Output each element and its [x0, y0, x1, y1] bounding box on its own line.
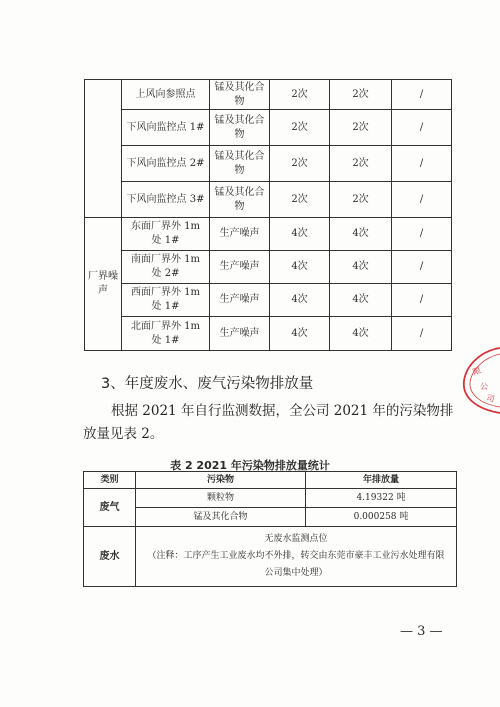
- actual-frequency-cell: 2次: [330, 110, 392, 146]
- table-row: [84, 527, 457, 587]
- section-paragraph: 根据 2021 年自行监测数据，全公司 2021 年的污染物排放量见表 2。: [83, 403, 454, 442]
- monitoring-point-cell: 上风向参照点: [122, 80, 210, 110]
- table-row: [85, 146, 452, 182]
- category-cell: [85, 80, 122, 218]
- table-header-row: [84, 472, 457, 489]
- actual-frequency-cell: 4次: [330, 251, 392, 284]
- svg-text:限: 限: [471, 365, 483, 377]
- svg-text:公: 公: [480, 382, 488, 391]
- note-cell: /: [392, 284, 452, 317]
- note-cell: /: [392, 182, 452, 218]
- column-header-pollutant: 污染物: [136, 472, 306, 489]
- pollutant-cell: 锰及其化合物: [210, 146, 270, 182]
- monitoring-point-cell: 下风向监控点 2#: [122, 146, 210, 182]
- note-cell: /: [392, 146, 452, 182]
- planned-frequency-cell: 4次: [270, 251, 330, 284]
- actual-frequency-cell: 2次: [330, 80, 392, 110]
- planned-frequency-cell: 4次: [270, 218, 330, 251]
- table-row: [85, 317, 452, 351]
- wastewater-note-line2: （注释：工序产生工业废水均不外排，转交由东莞市豪丰工业污水处理有限公司集中处理）: [147, 551, 445, 578]
- category-cell: 厂界噪声: [85, 218, 122, 351]
- monitoring-point-cell: 西面厂界外 1m 处 1#: [122, 284, 210, 317]
- monitoring-point-cell: 下风向监控点 1#: [122, 110, 210, 146]
- column-header-annual-emission: 年排放量: [306, 472, 457, 489]
- note-cell: /: [392, 80, 452, 110]
- planned-frequency-cell: 2次: [270, 182, 330, 218]
- pollutant-cell: 锰及其化合物: [210, 182, 270, 218]
- emission-amount-cell: 4.19322 吨: [306, 489, 457, 508]
- actual-frequency-cell: 4次: [330, 317, 392, 351]
- actual-frequency-cell: 2次: [330, 182, 392, 218]
- column-header-category: 类别: [84, 472, 136, 489]
- planned-frequency-cell: 2次: [270, 146, 330, 182]
- pollutant-cell: 颗粒物: [136, 489, 306, 508]
- pollutant-cell: 锰及其化合物: [210, 80, 270, 110]
- note-cell: /: [392, 317, 452, 351]
- table-row: [85, 284, 452, 317]
- actual-frequency-cell: 2次: [330, 146, 392, 182]
- page-number: — 3 —: [400, 624, 443, 639]
- note-cell: /: [392, 251, 452, 284]
- monitoring-point-cell: 下风向监控点 3#: [122, 182, 210, 218]
- pollutant-cell: 锰及其化合物: [210, 110, 270, 146]
- emission-statistics-table: [83, 471, 457, 587]
- pollutant-cell: 锰及其化合物: [136, 508, 306, 527]
- table-row: [85, 218, 452, 251]
- emission-amount-cell: 0.000258 吨: [306, 508, 457, 527]
- table-caption: 表 2 2021 年污染物排放量统计: [170, 459, 330, 472]
- table-row: [85, 110, 452, 146]
- wastewater-note-cell: [136, 527, 457, 587]
- monitoring-point-cell: 北面厂界外 1m 处 1#: [122, 317, 210, 351]
- svg-text:司: 司: [485, 393, 496, 405]
- section-heading: 3、年度废水、废气污染物排放量: [101, 376, 314, 392]
- monitoring-point-cell: 东面厂界外 1m 处 1#: [122, 218, 210, 251]
- category-cell: 废水: [84, 527, 136, 587]
- wastewater-note-line1: 无废水监测点位: [264, 534, 328, 544]
- actual-frequency-cell: 4次: [330, 284, 392, 317]
- note-cell: /: [392, 218, 452, 251]
- actual-frequency-cell: 4次: [330, 218, 392, 251]
- planned-frequency-cell: 2次: [270, 110, 330, 146]
- pollutant-cell: 生产噪声: [210, 284, 270, 317]
- pollutant-cell: 生产噪声: [210, 218, 270, 251]
- pollutant-cell: 生产噪声: [210, 317, 270, 351]
- pollutant-cell: 生产噪声: [210, 251, 270, 284]
- table-row: [85, 182, 452, 218]
- table-row: [84, 489, 457, 508]
- planned-frequency-cell: 2次: [270, 80, 330, 110]
- table-row: [85, 251, 452, 284]
- company-seal-fragment: [456, 345, 500, 415]
- planned-frequency-cell: 4次: [270, 284, 330, 317]
- category-cell: 废气: [84, 489, 136, 527]
- table-row: [85, 80, 452, 110]
- table-row: [84, 508, 457, 527]
- monitoring-frequency-table: [84, 79, 452, 351]
- monitoring-point-cell: 南面厂界外 1m 处 2#: [122, 251, 210, 284]
- planned-frequency-cell: 4次: [270, 317, 330, 351]
- note-cell: /: [392, 110, 452, 146]
